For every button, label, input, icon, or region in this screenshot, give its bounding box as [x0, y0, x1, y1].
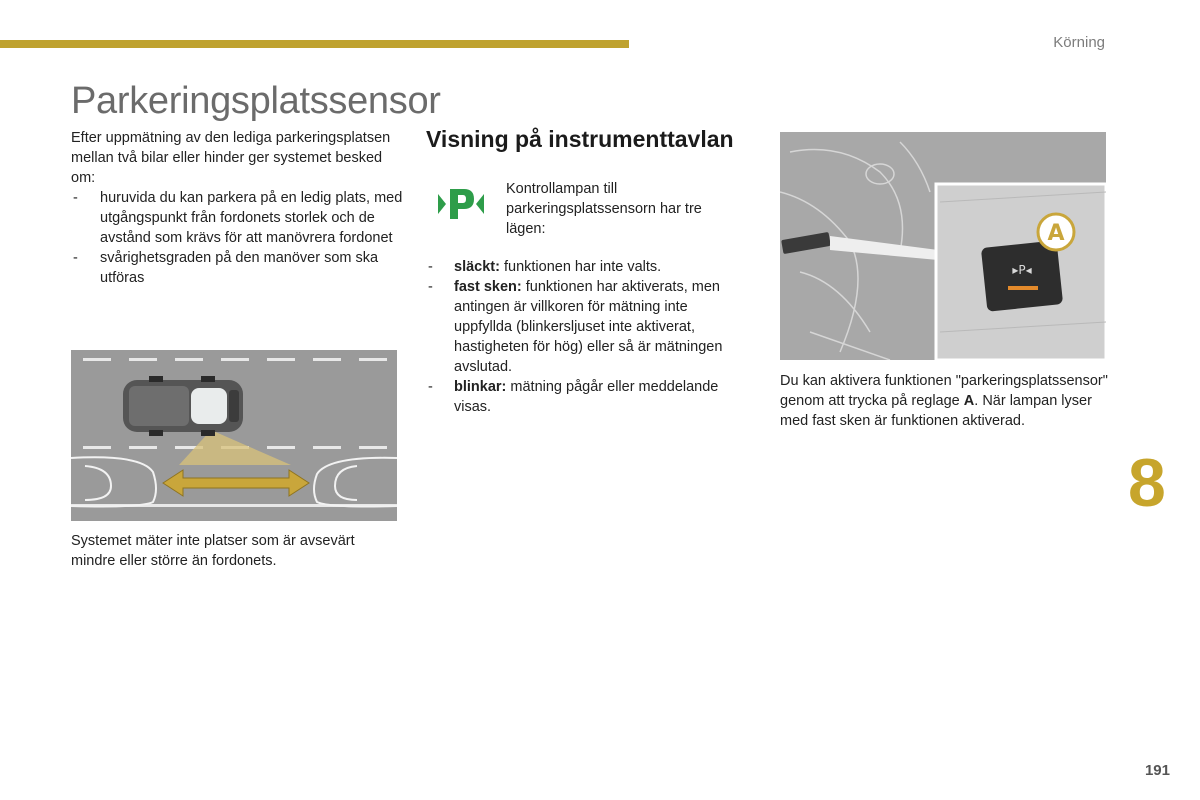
- intro-block: [71, 128, 406, 288]
- list-item: - svårighetsgraden på den manöver som ska utföras: [71, 248, 406, 288]
- state-term: släckt:: [454, 259, 500, 275]
- state-desc: funktionen har inte valts.: [499, 259, 662, 275]
- caption-text: Du kan aktivera funktionen "parkeringsplatssensor" genom att trycka på reglage: [780, 373, 1108, 409]
- section-label: Körning: [1053, 34, 1105, 51]
- section-heading: Visning på instrumenttavlan: [426, 126, 734, 152]
- state-desc: funktionen har aktiverats, men antingen är villkoren för mätning inte uppfyllda (blinkersljuset inte aktiverat, hastigheten för hög) eller så är mätningen avslutad.: [454, 279, 723, 375]
- header-accent-bar: [0, 40, 629, 48]
- intro-list: [71, 188, 406, 288]
- control-label: A: [963, 393, 975, 409]
- list-item: [426, 277, 746, 377]
- list-item: - huruvida du kan parkera på en ledig plats, med utgångspunkt från fordonets storlek och de avstånd som krävs för att manövrera fordonet: [71, 188, 406, 248]
- chapter-number: 8: [1128, 445, 1166, 521]
- list-item: [426, 257, 746, 277]
- lamp-description: Kontrollampan till parkeringsplatssensorn har tre lägen:: [506, 181, 702, 237]
- list-item: [426, 377, 746, 417]
- state-term: fast sken:: [454, 279, 522, 295]
- dashboard-button-illustration: [780, 132, 1106, 360]
- svg-text:▸P◂: ▸P◂: [1012, 263, 1032, 277]
- page-number: 191: [1144, 762, 1170, 779]
- parking-sensor-indicator-icon: [436, 185, 486, 223]
- state-desc: mätning pågår eller meddelande visas.: [454, 379, 719, 415]
- parking-measurement-illustration: [71, 350, 397, 521]
- lamp-states-list: [426, 257, 746, 417]
- caption-right: [780, 371, 1110, 431]
- intro-lead: Efter uppmätning av den lediga parkeringsplatsen mellan två bilar eller hinder ger systemet besked om:: [71, 130, 391, 186]
- page-title: Parkeringsplatssensor: [71, 80, 441, 122]
- caption-text: . När lampan lyser med fast sken är funktionen aktiverad.: [780, 393, 1092, 429]
- state-term: blinkar:: [454, 379, 507, 395]
- caption-left: Systemet mäter inte platser som är avsevärt mindre eller större än fordonets.: [71, 533, 355, 569]
- callout-label: A: [1047, 221, 1065, 246]
